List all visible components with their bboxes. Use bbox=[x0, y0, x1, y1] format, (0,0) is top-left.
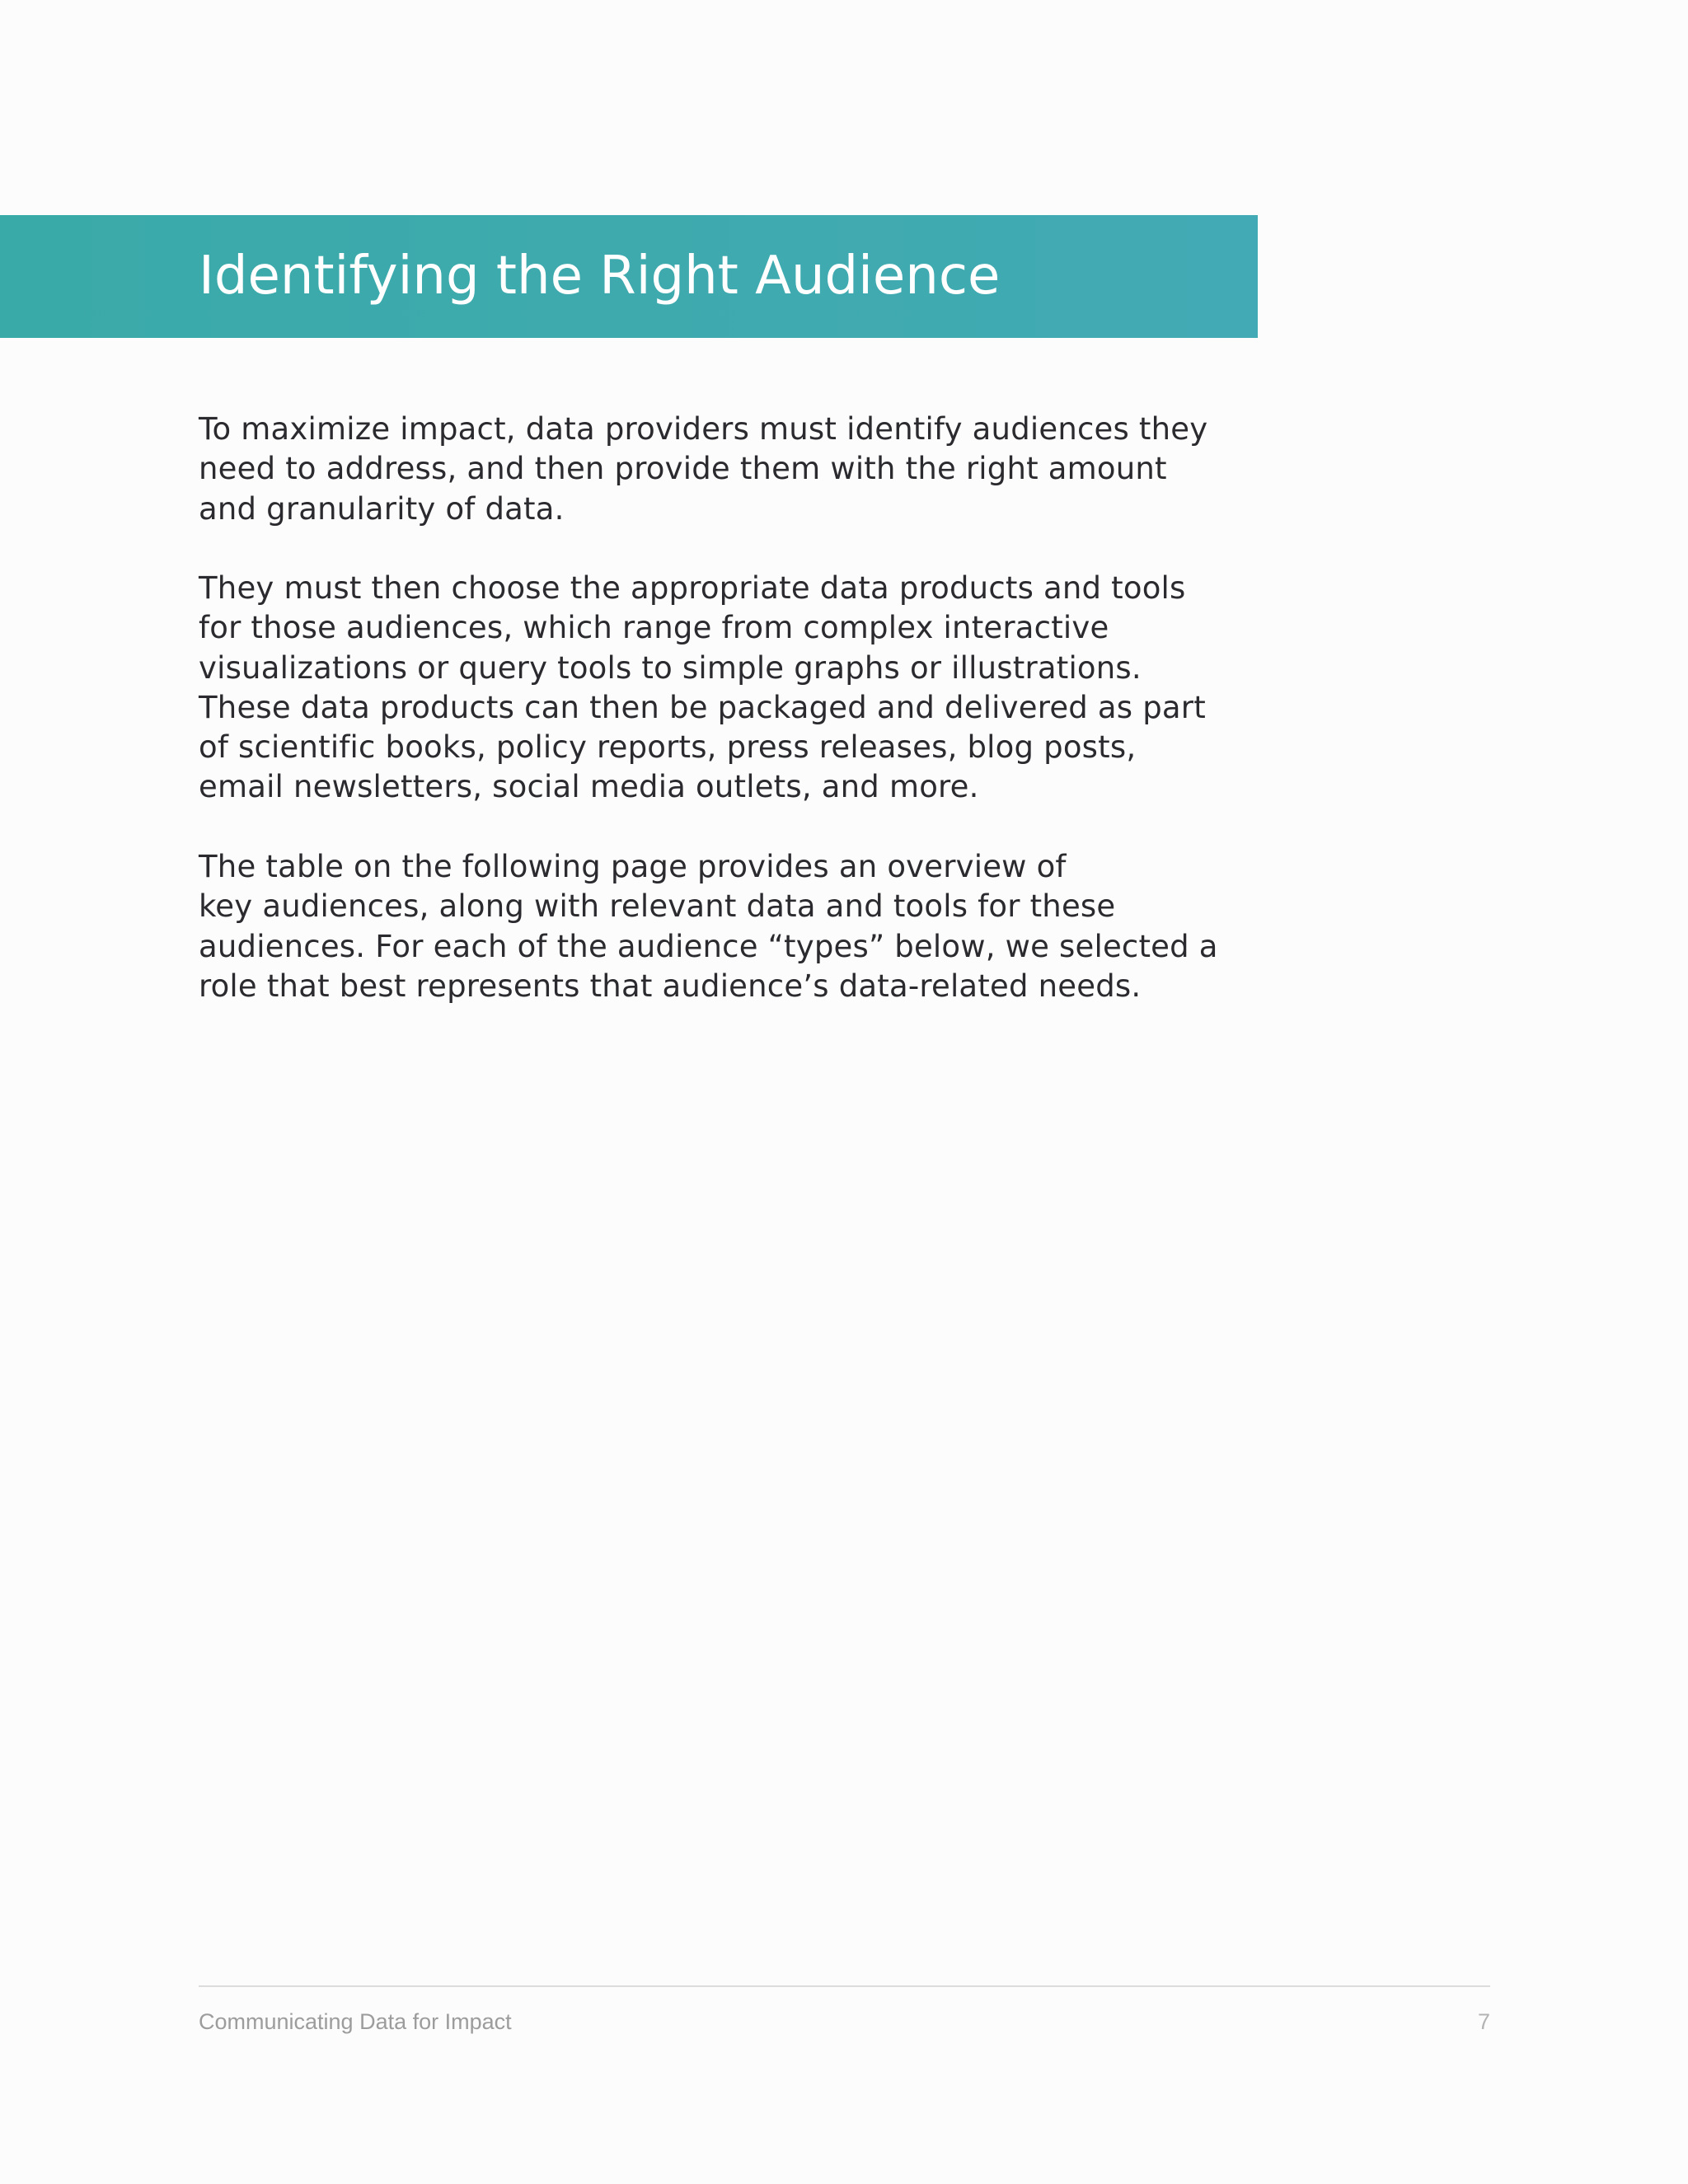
page-title: Identifying the Right Audience bbox=[199, 246, 1001, 307]
paragraph-line: These data products can then be packaged and delivered as part bbox=[199, 689, 1206, 725]
paragraph-products bbox=[199, 569, 1221, 808]
paragraph-table-overview bbox=[199, 847, 1221, 1006]
paragraph-line: and granularity of data. bbox=[199, 490, 565, 527]
footer-document-title: Communicating Data for Impact bbox=[199, 2009, 512, 2034]
paragraph-line: key audiences, along with relevant data and tools for these bbox=[199, 888, 1116, 925]
paragraph-line: email newsletters, social media outlets, and more. bbox=[199, 769, 979, 805]
paragraph-line: The table on the following page provides an overview of bbox=[199, 849, 1067, 884]
paragraph-line: To maximize impact, data providers must identify audiences they bbox=[199, 411, 1208, 447]
paragraph-line: They must then choose the appropriate data products and tools bbox=[199, 570, 1186, 606]
paragraph-line: role that best represents that audience’s data-related needs. bbox=[199, 968, 1142, 1004]
paragraph-line: visualizations or query tools to simple graphs or illustrations. bbox=[199, 649, 1142, 686]
paragraph-line: of scientific books, policy reports, press releases, blog posts, bbox=[199, 729, 1137, 766]
paragraph-intro bbox=[199, 410, 1221, 529]
page-number: 7 bbox=[1477, 2009, 1490, 2034]
paragraph-line: for those audiences, which range from complex interactive bbox=[199, 610, 1109, 646]
paragraph-line: need to address, and then provide them with the right amount bbox=[199, 451, 1167, 487]
footer-divider bbox=[199, 1985, 1490, 1987]
paragraph-line: audiences. For each of the audience “types” below, we selected a bbox=[199, 928, 1218, 964]
